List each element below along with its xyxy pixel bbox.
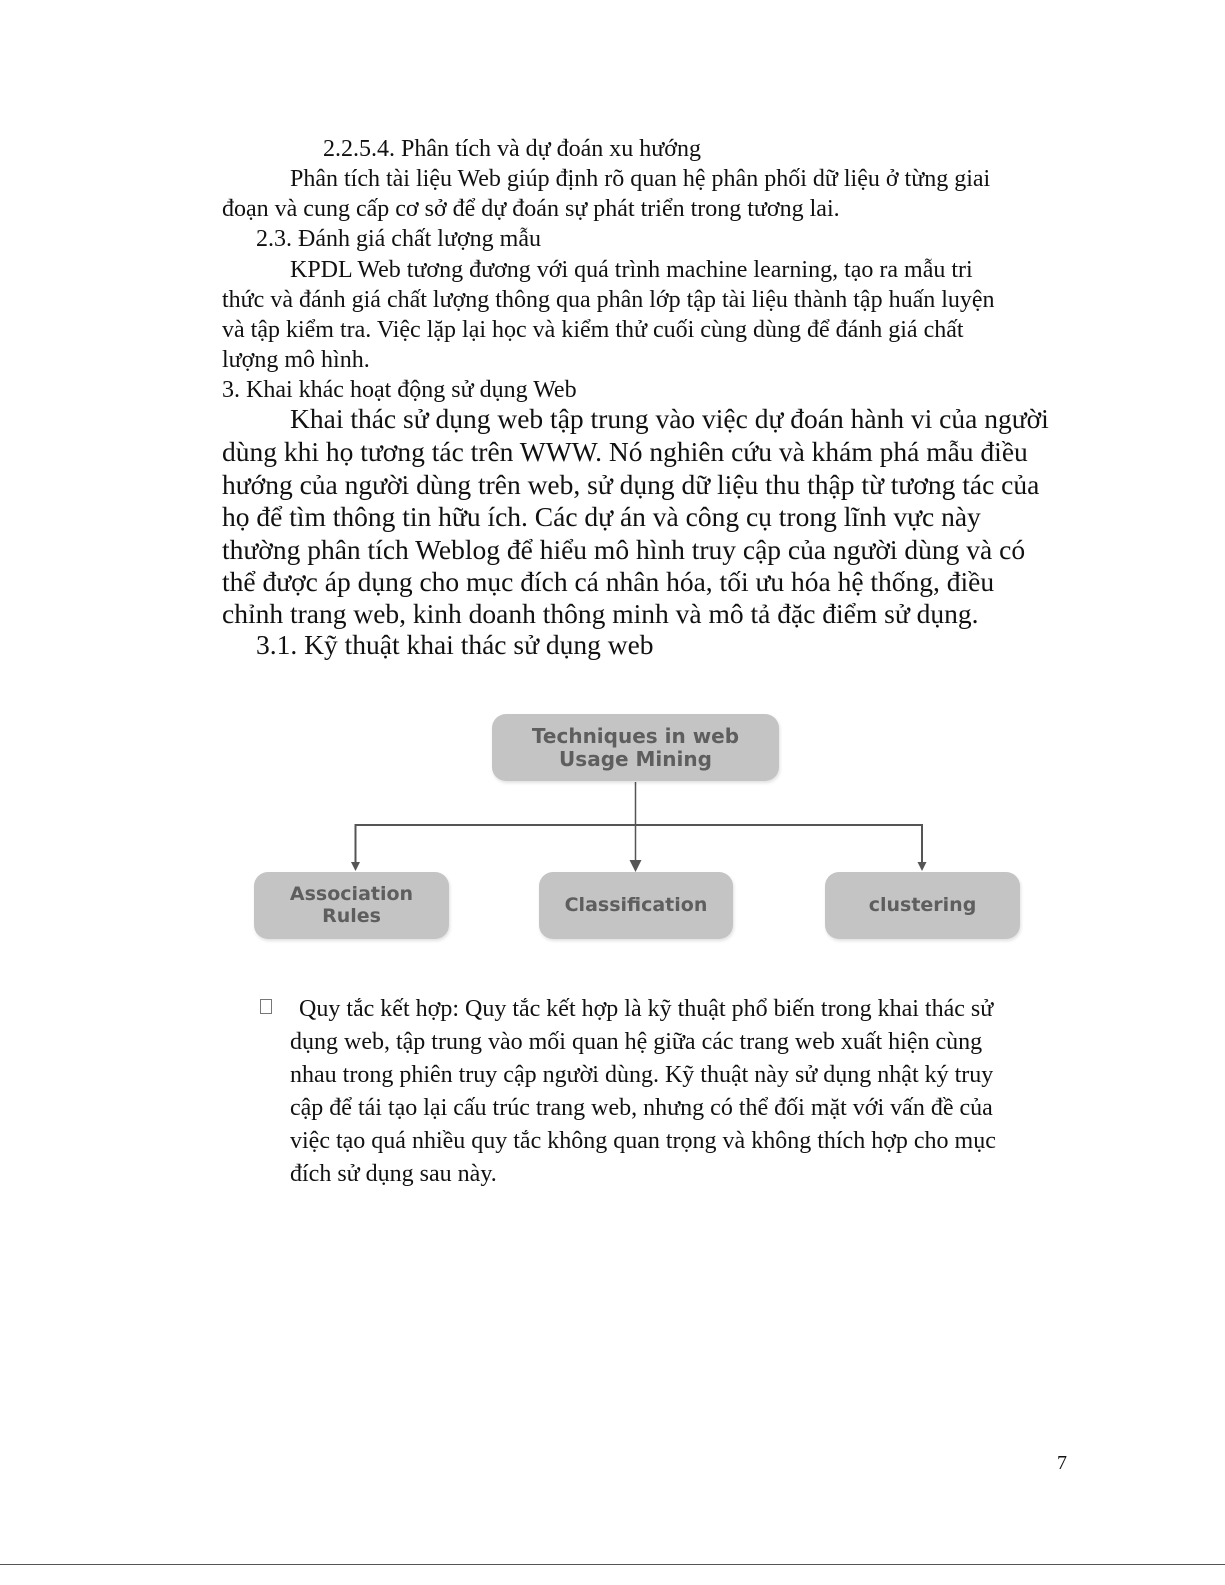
paragraph-line: và tập kiểm tra. Việc lặp lại học và kiểm thử cuối cùng dùng để đánh giá chất	[222, 317, 964, 343]
node-clustering: clustering	[825, 872, 1020, 939]
paragraph-line: chỉnh trang web, kinh doanh thông minh và mô tả đặc điểm sử dụng.	[222, 598, 979, 629]
paragraph-line: thường phân tích Weblog để hiểu mô hình truy cập của người dùng và có	[222, 534, 1026, 565]
node-techniques-root: Techniques in web Usage Mining	[492, 714, 779, 781]
bullet-line: việc tạo quá nhiều quy tắc không quan trọng và không thích hợp cho mục	[290, 1128, 996, 1154]
bullet-line: dụng web, tập trung vào mối quan hệ giữa các trang web xuất hiện cùng	[290, 1029, 983, 1055]
heading-2-3: 2.3. Đánh giá chất lượng mẫu	[256, 226, 541, 252]
paragraph-line: dùng khi họ tương tác trên WWW. Nó nghiên cứu và khám phá mẫu điều	[222, 436, 1028, 467]
heading-3: 3. Khai khác hoạt động sử dụng Web	[222, 377, 577, 403]
heading-2-2-5-4: 2.2.5.4. Phân tích và dự đoán xu hướng	[323, 136, 701, 162]
heading-3-1: 3.1. Kỹ thuật khai thác sử dụng web	[256, 629, 654, 660]
bullet-line: cập để tái tạo lại cấu trúc trang web, nhưng có thể đối mặt với vấn đề của	[290, 1095, 993, 1121]
node-classification: Classification	[539, 872, 733, 939]
paragraph-line: hướng của người dùng trên web, sử dụng dữ liệu thu thập từ tương tác của	[222, 469, 1040, 500]
bullet-line: Quy tắc kết hợp: Quy tắc kết hợp là kỹ thuật phổ biến trong khai thác sử	[299, 996, 994, 1022]
paragraph-line: đoạn và cung cấp cơ sở để dự đoán sự phát triển trong tương lai.	[222, 196, 840, 222]
bullet-line: nhau trong phiên truy cập người dùng. Kỹ thuật này sử dụng nhật ký truy	[290, 1062, 994, 1088]
paragraph-line: họ để tìm thông tin hữu ích. Các dự án và công cụ trong lĩnh vực này	[222, 501, 981, 532]
node-association-rules: Association Rules	[254, 872, 449, 939]
paragraph-line: thức và đánh giá chất lượng thông qua phân lớp tập tài liệu thành tập huấn luyện	[222, 287, 995, 313]
page-bottom-rule	[0, 1564, 1225, 1565]
connector-branch	[356, 825, 923, 866]
paragraph-line: lượng mô hình.	[222, 347, 370, 373]
bullet-line: đích sử dụng sau này.	[290, 1161, 497, 1187]
page-number: 7	[1057, 1452, 1067, 1474]
bullet-glyph-icon	[260, 999, 272, 1014]
paragraph-line: thể được áp dụng cho mục đích cá nhân hóa, tối ưu hóa hệ thống, điều	[222, 566, 995, 597]
paragraph-line: KPDL Web tương đương với quá trình machine learning, tạo ra mẫu tri	[290, 257, 973, 283]
paragraph-line: Phân tích tài liệu Web giúp định rõ quan hệ phân phối dữ liệu ở từng giai	[290, 166, 991, 192]
paragraph-line: Khai thác sử dụng web tập trung vào việc dự đoán hành vi của người	[290, 403, 1049, 434]
arrow-right	[918, 862, 927, 871]
arrow-left	[351, 862, 360, 871]
